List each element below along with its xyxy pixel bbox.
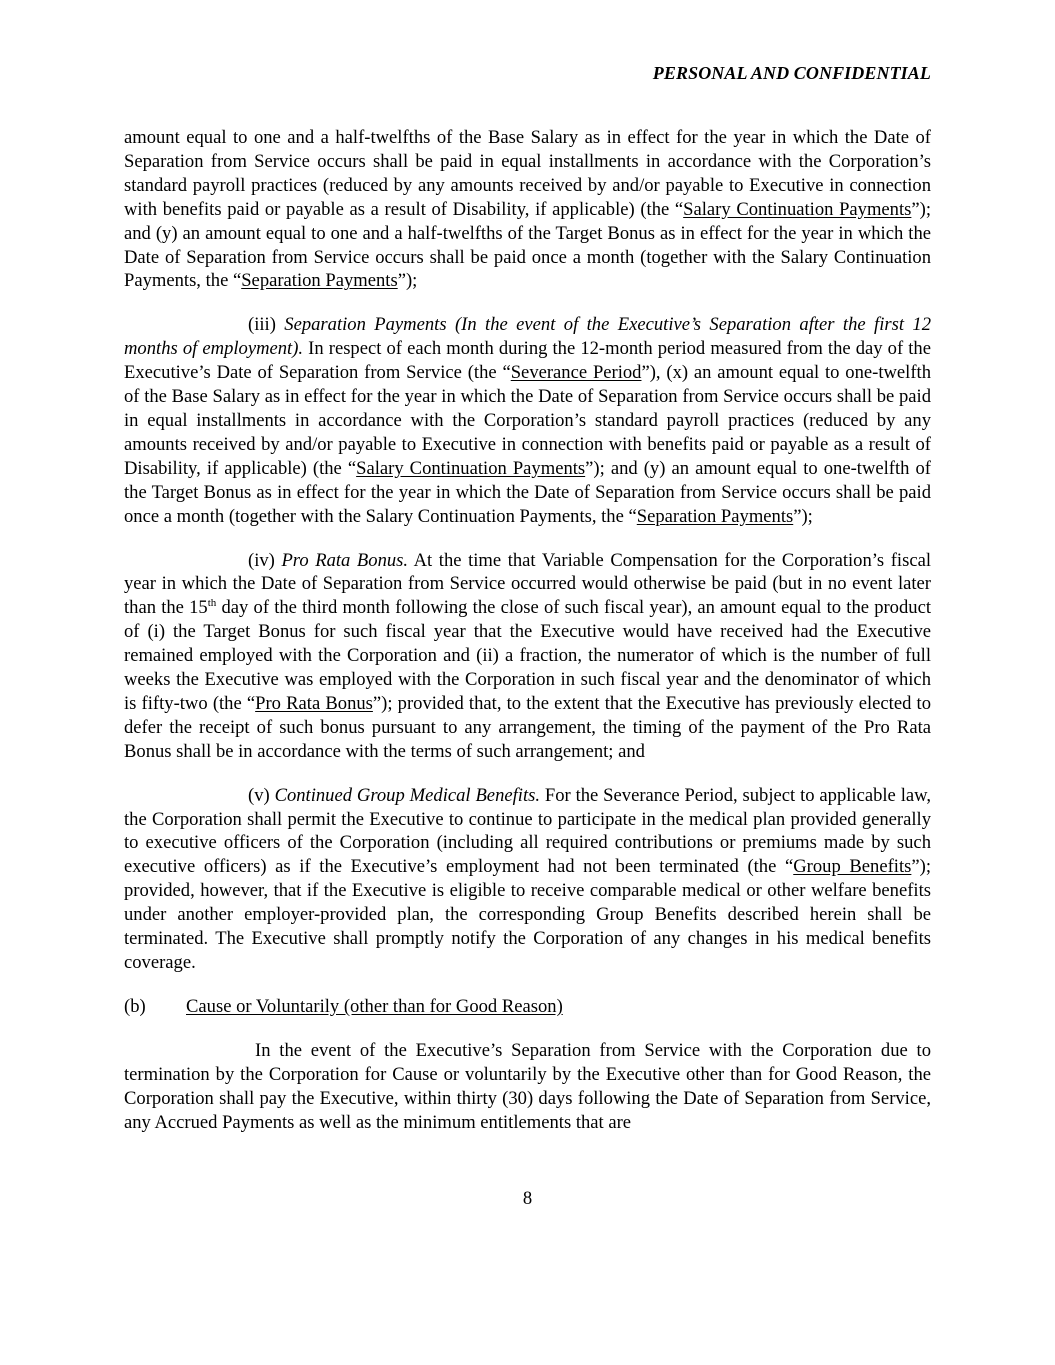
defined-term: Pro Rata Bonus <box>255 692 373 714</box>
confidential-header: PERSONAL AND CONFIDENTIAL <box>652 63 931 83</box>
defined-term: Group Benefits <box>793 856 912 878</box>
defined-term: Salary Continuation Payments <box>683 198 912 220</box>
defined-term: Separation Payments <box>241 270 398 292</box>
paragraph-iii: (iii) Separation Payments (In the event of the Executive’s Separation after the first 12 months of employment). In respect of each month during the 12-month period measured from the day of the Executive’s Date of Separation from Service (the “Severance Period”), (x) an amount equal to one-twelfth of the Base Salary as in effect for the year in which the Date of Separation from Service occurs shall be paid in equal installments in accordance with the Corporation’s standard payroll practices (reduced by any amounts received by and/or payable to Executive in connection with benefits paid or payable as a result of Disability, if applicable) (the “Salary Continuation Payments”); and (y) an amount equal to one-twelfth of the Target Bonus as in effect for the year in which the Date of Separation from Service occurs shall be paid once a month (together with the Salary Continuation Payments, the “Separation Payments”); <box>124 314 932 527</box>
clause-title: Pro Rata Bonus. <box>281 549 409 571</box>
defined-term: Separation Payments <box>636 505 794 527</box>
section-label: (b) <box>124 995 146 1017</box>
section-b-heading <box>124 995 931 1019</box>
ordinal-suffix: th <box>207 597 217 610</box>
defined-term: Salary Continuation Payments <box>356 457 586 479</box>
section-title: Cause or Voluntarily (other than for Good Reason) <box>186 995 563 1017</box>
clause-title: Separation Payments (In the event of the Executive’s Separation after the first 12 months of employment). <box>124 314 931 360</box>
paragraph-continuation: amount equal to one and a half-twelfths of the Base Salary as in effect for the year in which the Date of Separation from Service occurs shall be paid in equal installments in accordance with the Corporation’s standard payroll practices (reduced by any amounts received by and/or payable to Executive in connection with benefits paid or payable as a result of Disability, if applicable) (the “Salary Continuation Payments”); and (y) an amount equal to one and a half-twelfths of the Target Bonus as in effect for the year in which the Date of Separation from Service occurs shall be paid once a month (together with the Salary Continuation Payments, the “Separation Payments”); <box>124 127 932 292</box>
clause-title: Continued Group Medical Benefits. <box>274 784 540 806</box>
document-body <box>124 126 931 1154</box>
paragraph-v: (v) Continued Group Medical Benefits. For the Severance Period, subject to applicable law, the Corporation shall permit the Executive to continue to participate in the medical plan provided generally to executive officers of the Corporation (including all required contributions or premiums made by such executive officers) as if the Executive’s employment had not been terminated (the “Group Benefits”); provided, however, that if the Executive is eligible to receive comparable medical or other welfare benefits under another employer-provided plan, the corresponding Group Benefits described herein shall be terminated. The Executive shall promptly notify the Corporation of any changes in his medical benefits coverage. <box>124 784 931 973</box>
defined-term: Severance Period <box>510 362 642 384</box>
page-number: 8 <box>522 1188 533 1209</box>
paragraph-b-text: In the event of the Executive’s Separation from Service with the Corporation due to termination by the Corporation for Cause or voluntarily by the Executive other than for Good Reason, the Corporation shall pay the Executive, within thirty (30) days following the Date of Separation from Service, any Accrued Payments as well as the minimum entitlements that are <box>124 1039 931 1133</box>
paragraph-iv: (iv) Pro Rata Bonus. At the time that Variable Compensation for the Corporation’s fiscal year in which the Date of Separation from Service occurred would otherwise be paid (but in no event later than the 15th day of the third month following the close of such fiscal year), an amount equal to the product of (i) the Target Bonus for such fiscal year that the Executive would have received had the Executive remained employed with the Corporation and (ii) a fraction, the numerator of which is the number of full weeks the Executive was employed with the Corporation in such fiscal year and the denominator of which is fifty-two (the “Pro Rata Bonus”); provided that, to the extent that the Executive has previously elected to defer the receipt of such bonus pursuant to any arrangement, the timing of the payment of the Pro Rata Bonus shall be in accordance with the terms of such arrangement; and <box>124 549 931 762</box>
